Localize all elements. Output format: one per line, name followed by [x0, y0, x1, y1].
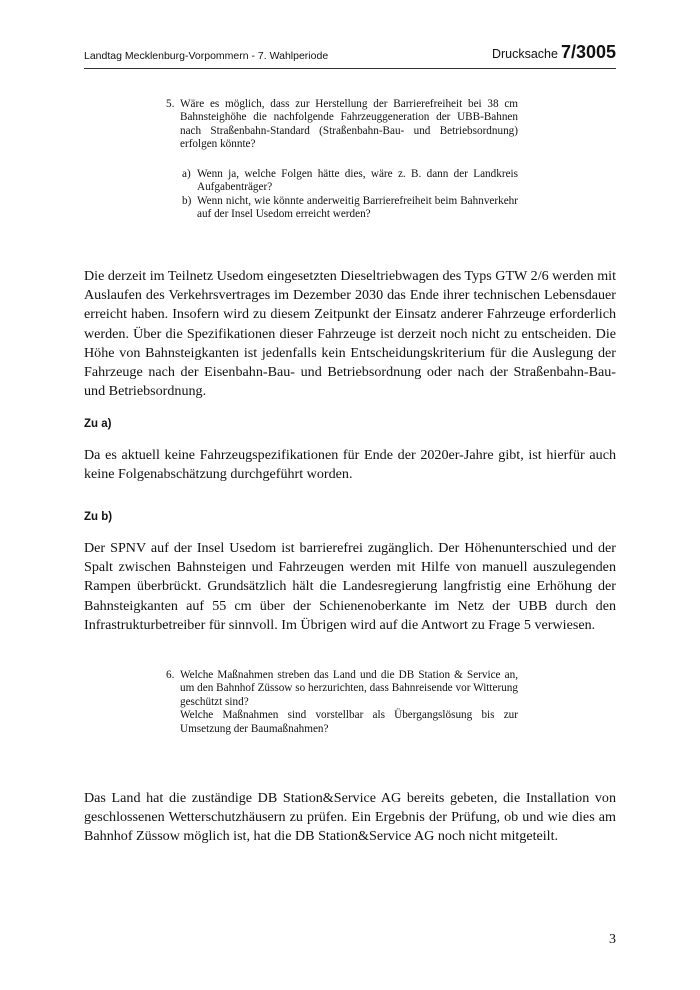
document-number: 7/3005	[560, 42, 616, 62]
answer-b-paragraph: Der SPNV auf der Insel Usedom ist barrierefrei zugänglich. Der Höhenunterschied und der Spalt zwischen Bahnsteigen und Fahrzeugen werden mit Hilfe von manuell auszulegenden Rampen überbrückt. Grundsätzlich hält die Landesregierung langfristig eine Erhöhung der Bahnsteigkanten auf 55 cm über der Schienenoberkante im Netz der UBB durch den Infrastrukturbetreiber für sinnvoll. Im Übrigen wird auf die Antwort zu Frage 5 verwiesen.	[84, 540, 616, 633]
question-6	[166, 669, 518, 736]
parliament-title: Landtag Mecklenburg-Vorpommern - 7. Wahlperiode	[84, 50, 329, 62]
question-5-number: 5.	[166, 98, 175, 110]
question-6-text-1: Welche Maßnahmen streben das Land und die DB Station & Service an, um den Bahnhof Züssow so herzurichten, dass Bahnreisende vor Witterung geschützt sind?	[180, 669, 518, 708]
document-reference	[492, 42, 616, 63]
question-5-item-b	[182, 195, 518, 222]
question-6-text-2: Welche Maßnahmen sind vorstellbar als Übergangslösung bis zur Umsetzung der Baumaßnahmen?	[180, 709, 518, 735]
item-label: b)	[182, 194, 192, 207]
subheading-b: Zu b)	[84, 511, 113, 523]
answer-6-paragraph: Das Land hat die zuständige DB Station&Service AG bereits gebeten, die Installation von geschlossenen Wetterschutzhäusern zu prüfen. Ein Ergebnis der Prüfung, ob und wie dies am Bahnhof Züssow möglich ist, hat die DB Station&Service AG noch nicht mitgeteilt.	[84, 790, 616, 845]
question-5-item-a	[182, 168, 518, 195]
answer-a-paragraph: Da es aktuell keine Fahrzeugspezifikationen für Ende der 2020er-Jahre gibt, ist hierfür auch keine Folgenabschätzung durchgeführt worden.	[84, 447, 616, 483]
page-number: 3	[609, 932, 616, 947]
page-header	[84, 40, 616, 69]
item-label: a)	[182, 168, 191, 180]
answer-5-paragraph: Die derzeit im Teilnetz Usedom eingesetzten Dieseltriebwagen des Typs GTW 2/6 werden mit Auslaufen des Verkehrsvertrages im Dezember 2030 das Ende ihrer technischen Lebensdauer erreicht haben. Insofern wird zu diesem Zeitpunkt der Einsatz anderer Fahrzeuge erforderlich werden. Über die Spezifikationen dieser Fahrzeuge ist derzeit noch nicht zu entscheiden. Die Höhe von Bahnsteigkanten ist jedenfalls kein Entscheidungskriterium für die Auslegung der Fahrzeuge nach der Eisenbahn-Bau- und Betriebsordnung oder nach der Straßenbahn-Bau- und Betriebsordnung.	[84, 268, 616, 400]
subheading-a: Zu a)	[84, 418, 112, 430]
question-5	[166, 98, 518, 152]
question-6-number: 6.	[166, 669, 175, 681]
question-5-text: Wäre es möglich, dass zur Herstellung der Barrierefreiheit bei 38 cm Bahnsteighöhe die nachfolgende Fahrzeuggeneration der UBB-Bahnen nach Straßenbahn-Standard (Straßenbahn-Bau- und Betriebsordnung) erfolgen könnte?	[180, 98, 518, 151]
item-text: Wenn nicht, wie könnte anderweitig Barrierefreiheit beim Bahnverkehr auf der Insel Usedom erreicht werden?	[197, 194, 518, 221]
question-5-subitems	[182, 168, 518, 222]
item-text: Wenn ja, welche Folgen hätte dies, wäre z. B. dann der Landkreis Aufgabenträger?	[197, 168, 518, 194]
document-reference-label: Drucksache	[491, 47, 558, 61]
